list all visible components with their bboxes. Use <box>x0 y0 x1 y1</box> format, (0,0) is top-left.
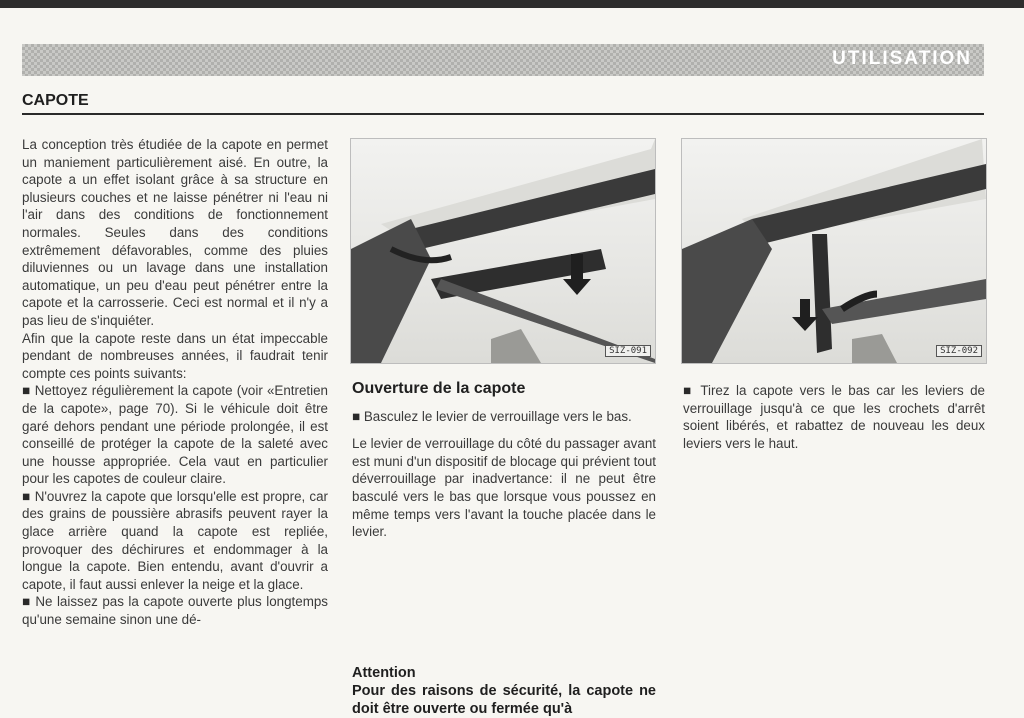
column-middle <box>352 380 656 541</box>
section-rule <box>22 113 984 115</box>
header-bar <box>22 44 984 76</box>
bullet-lever-down: ■ Basculez le levier de verrouillage vers le bas. <box>352 408 656 426</box>
photo-code-1: SIZ-091 <box>605 345 651 357</box>
bullet-cleaning: ■ Nettoyez régulièrement la capote (voir «Entretien de la capote», page 70). Si le véhicule doit être garé dehors pendant une période prolongée, il est conseillé de protéger la capote de la saleté avec une housse appropriée. Cela vaut en particulier pour les capotes de couleur claire. <box>22 382 328 488</box>
lever-safety-paragraph: Le levier de verrouillage du côté du passager avant est muni d'un dispositif de blocage qui prévient tout déverrouillage par inadvertance: il ne peut être basculé vers le bas que lorsque vous poussez en même temps vers l'avant la touche placée dans le levier. <box>352 436 656 540</box>
opening-title: Ouverture de la capote <box>352 380 526 397</box>
bullet-pull-down: ■ Tirez la capote vers le bas car les leviers de verrouillage jusqu'à ce que les crochets d'arrêt soient libérés, et rabattez de nouveau les deux leviers vers le haut. <box>683 382 985 452</box>
bullet-open-clean: ■ N'ouvrez la capote que lorsqu'elle est propre, car des grains de poussière abrasifs peuvent rayer la glace arrière quand la capote est repliée, provoquer des déchirures et endommager à la longue la capote. Bien entendu, avant d'ouvrir a capote, il faut aussi enlever la neige et la glace. <box>22 488 328 594</box>
top-edge <box>0 0 1024 8</box>
column-left <box>22 136 328 715</box>
care-intro-paragraph: Afin que la capote reste dans un état impeccable pendant de nombreuses années, il faudrait tenir compte ces points suivants: <box>22 330 328 381</box>
photo-code-2: SIZ-092 <box>936 345 982 357</box>
photo-pull-down <box>681 138 987 364</box>
column-right <box>683 382 985 452</box>
attention-text: Pour des raisons de sécurité, la capote ne doit être ouverte ou fermée qu'à <box>352 683 656 717</box>
photo-lever-down <box>350 138 656 364</box>
attention-title: Attention <box>352 665 416 681</box>
attention-block <box>352 664 656 718</box>
bullet-do-not-leave-open: ■ Ne laissez pas la capote ouverte plus longtemps qu'une semaine sinon une dé- <box>22 593 328 628</box>
header-title: UTILISATION <box>832 48 972 69</box>
intro-paragraph: La conception très étudiée de la capote en permet un maniement particulièrement aisé. En outre, la capote a un effet isolant grâce à sa structure en plusieurs couches et ne laisse pénétrer ni l'eau ni l'air dans des conditions de fonctionnement normales. Seules dans des conditions extrêmement défavorables, comme des pluies diluviennes ou un lavage dans une installation automatique, un peu d'eau peut pénétrer entre la capote et la carrosserie. Ceci est normal et il n'y a pas lieu de s'inquiéter. <box>22 137 328 328</box>
section-title: CAPOTE <box>22 92 89 109</box>
